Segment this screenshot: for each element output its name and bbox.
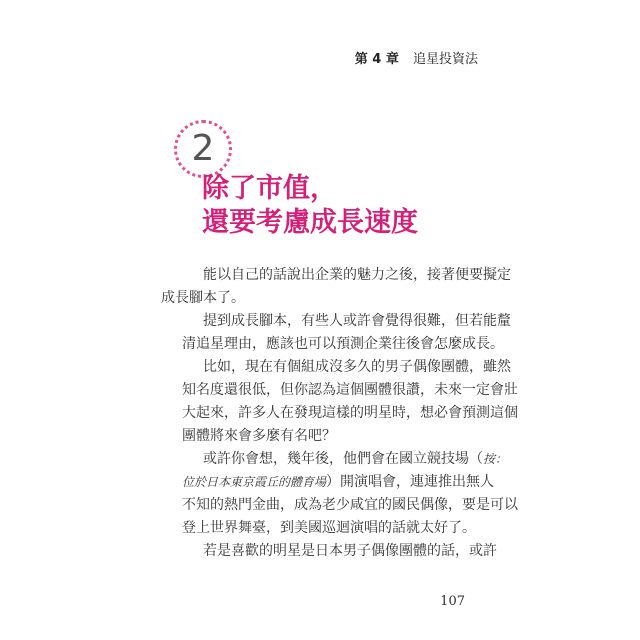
paragraph-4 bbox=[182, 448, 518, 540]
paragraph-5 bbox=[182, 540, 497, 563]
text-line: 不知的熱門金曲，成為老少咸宜的國民偶像，要是可以 bbox=[182, 497, 518, 513]
text-line: 團體將來會多麼有名吧？ bbox=[182, 428, 336, 444]
body-text bbox=[161, 264, 518, 563]
text-line: 成長腳本了。 bbox=[161, 290, 245, 306]
chapter-label: 第 4 章 bbox=[354, 52, 399, 67]
chapter-title: 追星投資法 bbox=[412, 52, 478, 67]
running-header bbox=[355, 48, 478, 67]
text-line bbox=[161, 471, 495, 494]
text-line: 清追星理由，應該也可以預測企業往後會怎麼成長。 bbox=[182, 336, 504, 352]
text-span: 或許你會想，幾年後，他們會在國立競技場（ bbox=[203, 451, 483, 467]
heading-line-1: 除了市值， bbox=[202, 173, 337, 204]
translator-note: 按： bbox=[483, 452, 508, 466]
page-number: 107 bbox=[440, 594, 465, 609]
section-number: 2 bbox=[191, 128, 215, 169]
heading-line-2: 還要考慮成長速度 bbox=[202, 207, 418, 238]
text-span: ）開演唱會，連連推出無人 bbox=[326, 474, 495, 490]
translator-note: 位於日本東京霞丘的體育場 bbox=[182, 475, 327, 489]
text-line: 大起來，許多人在發現這樣的明星時，想必會預測這個 bbox=[182, 405, 518, 421]
text-line: 知名度還很低，但你認為這個團體很讚，未來一定會壯 bbox=[182, 382, 518, 398]
paragraph-2 bbox=[182, 310, 511, 356]
paragraph-3 bbox=[182, 356, 518, 448]
text-line: 比如，現在有個組成沒多久的男子偶像團體，雖然 bbox=[203, 359, 511, 375]
section-heading bbox=[202, 172, 418, 240]
text-line: 若是喜歡的明星是日本男子偶像團體的話，或許 bbox=[203, 543, 497, 559]
section-number-badge bbox=[174, 120, 232, 178]
text-line bbox=[182, 448, 508, 471]
text-line: 能以自己的話說出企業的魅力之後，接著便要擬定 bbox=[203, 267, 511, 283]
text-line: 登上世界舞臺，到美國巡迴演唱的話就太好了。 bbox=[182, 520, 476, 536]
paragraph-1 bbox=[161, 264, 511, 310]
text-line: 提到成長腳本，有些人或許會覺得很難，但若能釐 bbox=[203, 313, 511, 329]
